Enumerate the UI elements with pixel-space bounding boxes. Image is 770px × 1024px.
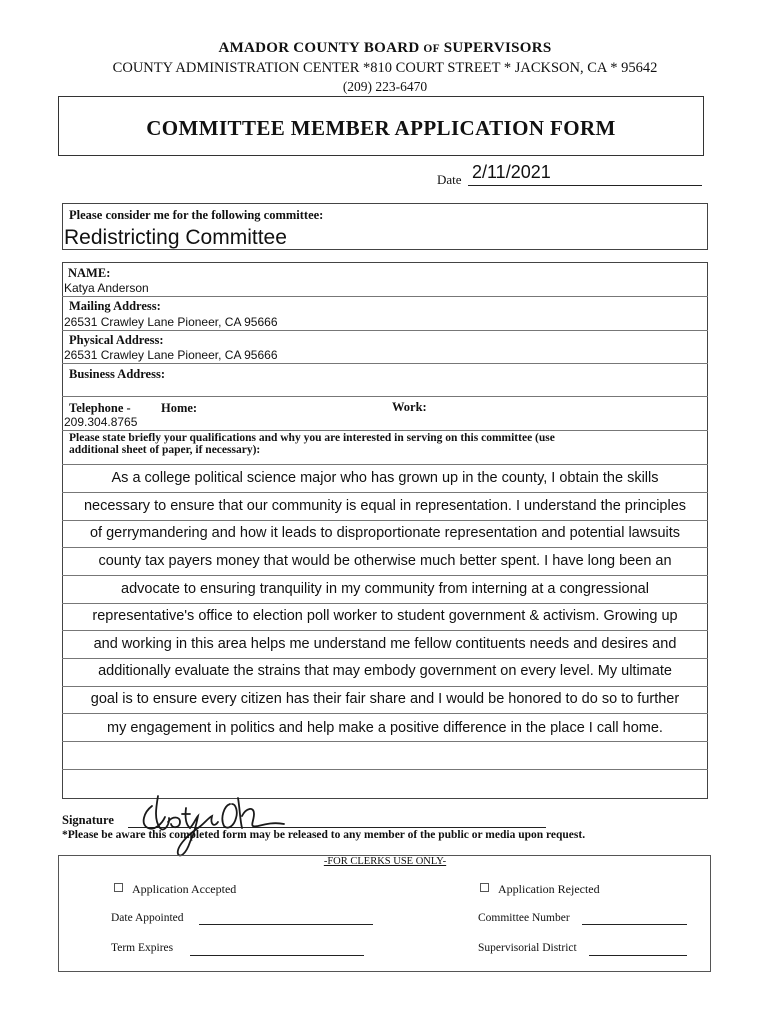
date-field[interactable]: 2/11/2021: [472, 162, 551, 182]
signature-label: Signature: [62, 813, 114, 827]
divider: [62, 396, 708, 397]
physical-address-field[interactable]: 26531 Crawley Lane Pioneer, CA 95666: [64, 348, 278, 362]
qualifications-line-8[interactable]: additionally evaluate the strains that may embody government on every level. My ultimate: [98, 663, 672, 679]
qualifications-prompt: [69, 432, 555, 456]
qualifications-prompt-line-1: Please state briefly your qualifications and why you are interested in serving on this committee (use: [69, 432, 555, 444]
supervisorial-district-label: Supervisorial District: [478, 942, 577, 954]
qualifications-line-5[interactable]: advocate to ensuring tranquility in my community from interning at a congressional: [121, 581, 649, 597]
org-word-4: OF: [423, 43, 440, 55]
qualifications-line-3[interactable]: of gerrymandering and how it leads to disproportionate representation and potential lawsuits: [89, 525, 681, 541]
divider: [62, 296, 708, 297]
ruled-line: [62, 492, 708, 493]
handwritten-signature[interactable]: [138, 784, 288, 864]
divider: [62, 464, 708, 465]
public-record-notice: *Please be aware this completed form may be released to any member of the public or media upon request.: [62, 829, 586, 841]
clerk-use-title: -FOR CLERKS USE ONLY-: [323, 856, 447, 867]
organization-name: [0, 40, 770, 57]
form-title-box: [58, 96, 704, 156]
qualifications-line-7[interactable]: and working in this area helps me understand me fellow contituents needs and desires and: [93, 636, 677, 652]
name-field[interactable]: Katya Anderson: [64, 281, 149, 295]
qualifications-line-1[interactable]: As a college political science major who has grown up in the county, I obtain the skills: [111, 470, 659, 486]
name-label: NAME:: [68, 266, 111, 280]
org-word-2: COUNTY: [293, 40, 361, 56]
qualifications-line-10[interactable]: my engagement in politics and help make a positive difference in the place I call home.: [107, 720, 663, 736]
home-phone-label: Home:: [161, 401, 198, 415]
qualifications-line-9[interactable]: goal is to ensure every citizen has their fair share and I would be honored to do so to further: [90, 691, 680, 707]
term-expires-label: Term Expires: [111, 942, 174, 954]
business-address-label: Business Address:: [69, 367, 165, 381]
ruled-line: [62, 630, 708, 631]
ruled-line: [62, 547, 708, 548]
qualifications-line-4[interactable]: county tax payers money that would be otherwise much better spent. I have long been an: [98, 553, 672, 569]
application-rejected-label: Application Rejected: [498, 882, 600, 896]
committee-number-field[interactable]: [582, 924, 687, 925]
work-phone-label: Work:: [392, 400, 427, 414]
mailing-address-label: Mailing Address:: [69, 299, 161, 313]
date-underline: [468, 185, 702, 186]
committee-field[interactable]: Redistricting Committee: [64, 226, 287, 249]
org-word-5: SUPERVISORS: [443, 40, 552, 56]
organization-address: COUNTY ADMINISTRATION CENTER *810 COURT STREET * JACKSON, CA * 95642: [112, 60, 658, 76]
form-title: COMMITTEE MEMBER APPLICATION FORM: [146, 116, 616, 140]
ruled-line: [62, 741, 708, 742]
ruled-line: [62, 603, 708, 604]
term-expires-field[interactable]: [190, 955, 364, 956]
date-label: Date: [437, 172, 462, 187]
date-appointed-field[interactable]: [199, 924, 373, 925]
qualifications-prompt-line-2: additional sheet of paper, if necessary):: [69, 444, 261, 456]
ruled-line: [62, 520, 708, 521]
ruled-line: [62, 713, 708, 714]
divider: [62, 330, 708, 331]
committee-label: Please consider me for the following committee:: [69, 208, 324, 222]
org-word-3: BOARD: [363, 40, 420, 56]
organization-phone: (209) 223-6470: [342, 79, 428, 94]
divider: [62, 430, 708, 431]
checkbox-icon: [480, 883, 489, 892]
checkbox-icon: [114, 883, 123, 892]
mailing-address-field[interactable]: 26531 Crawley Lane Pioneer, CA 95666: [64, 315, 278, 329]
application-accepted-label: Application Accepted: [132, 882, 237, 896]
physical-address-label: Physical Address:: [69, 333, 164, 347]
telephone-label: Telephone -: [69, 401, 131, 415]
qualifications-line-6[interactable]: representative's office to election poll worker to student government & activism. Growing up: [92, 608, 678, 624]
application-rejected-checkbox[interactable]: [480, 882, 600, 897]
ruled-line: [62, 575, 708, 576]
committee-number-label: Committee Number: [478, 912, 570, 924]
ruled-line: [62, 769, 708, 770]
date-appointed-label: Date Appointed: [111, 912, 184, 924]
org-word-1: AMADOR: [218, 40, 290, 56]
qualifications-line-2[interactable]: necessary to ensure that our community is equal in representation. I understand the principles: [83, 498, 687, 514]
ruled-line: [62, 686, 708, 687]
supervisorial-district-field[interactable]: [589, 955, 687, 956]
application-accepted-checkbox[interactable]: [114, 882, 236, 897]
ruled-line: [62, 658, 708, 659]
divider: [62, 363, 708, 364]
telephone-field[interactable]: 209.304.8765: [64, 415, 138, 429]
